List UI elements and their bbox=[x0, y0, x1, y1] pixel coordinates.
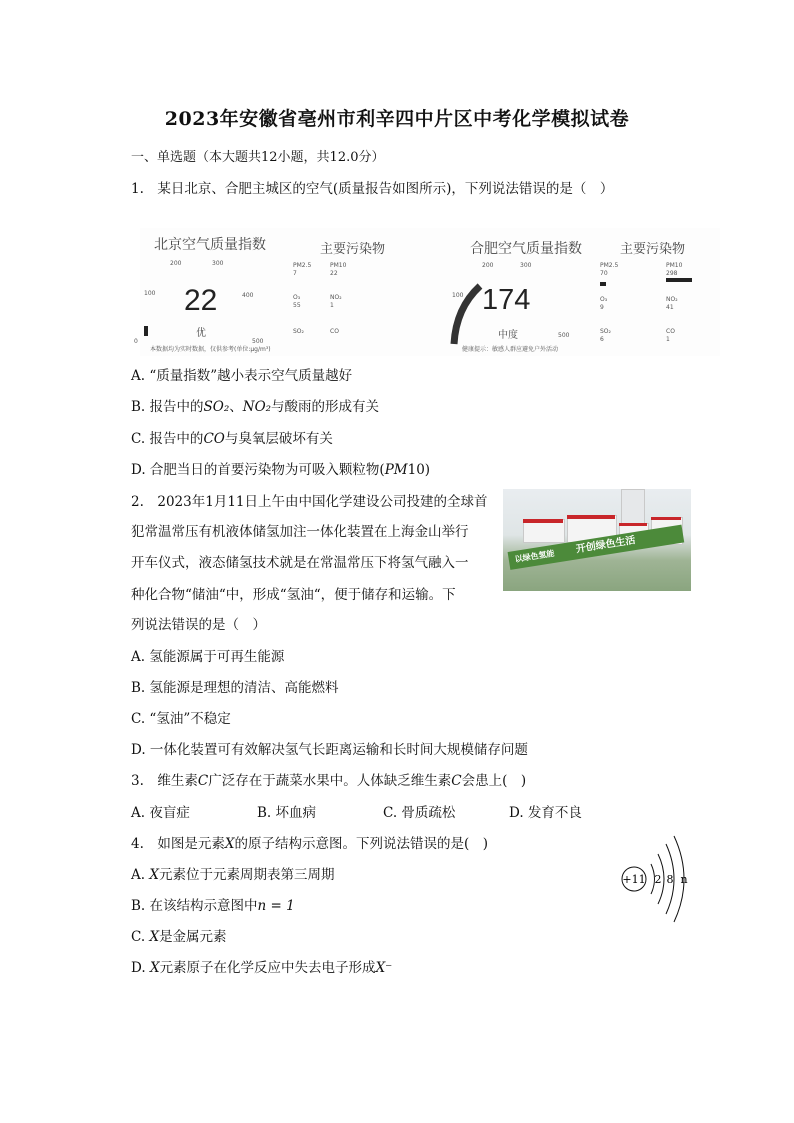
q4-option-a: A. X元素位于元素周期表第三周期 bbox=[131, 867, 335, 883]
shell-1-electrons: 2 bbox=[654, 873, 662, 886]
q3-option-c: C. 骨质疏松 bbox=[383, 805, 456, 821]
shell-2-electrons: 8 bbox=[666, 873, 674, 886]
q2-stem-line-2: 犯常温常压有机液体储氢加注一体化装置在上海金山举行 bbox=[131, 524, 469, 540]
q4-option-d: D. X元素原子在化学反应中失去电子形成X⁻ bbox=[131, 960, 393, 976]
q3-option-d: D. 发育不良 bbox=[509, 805, 582, 821]
q4-option-c: C. X是金属元素 bbox=[131, 929, 227, 945]
hefei-gauge-arc bbox=[446, 278, 486, 348]
q4-stem: 4. 如图是元素X的原子结构示意图。下列说法错误的是( ) bbox=[131, 836, 489, 852]
beijing-gauge-marker bbox=[144, 326, 148, 336]
beijing-pollutants-title: 主要污染物 bbox=[320, 242, 386, 257]
q4-option-b: B. 在该结构示意图中n = 1 bbox=[131, 898, 295, 914]
q2-option-c: C. “氢油”不稳定 bbox=[131, 711, 231, 727]
beijing-aqi-title: 北京空气质量指数 bbox=[154, 237, 266, 253]
q3-option-a: A. 夜盲症 bbox=[131, 805, 190, 821]
plant-banner: 以绿色氢能开创绿色生活 bbox=[508, 525, 685, 570]
q1-option-c: C. 报告中的CO与臭氧层破坏有关 bbox=[131, 431, 333, 447]
page-title: 2023年安徽省亳州市利辛四中片区中考化学模拟试卷 bbox=[164, 108, 630, 130]
shell-3-electrons: n bbox=[680, 873, 688, 886]
hefei-aqi-value: 174 bbox=[482, 284, 531, 316]
beijing-aqi-value: 22 bbox=[184, 284, 218, 317]
nucleus-charge: +11 bbox=[622, 873, 646, 886]
atomic-structure-diagram bbox=[620, 832, 692, 924]
q1-option-d: D. 合肥当日的首要污染物为可吸入颗粒物(PM10) bbox=[131, 462, 431, 478]
air-quality-report-image: 北京空气质量指数 200 300 100 400 0 500 22 优 本数据均为实时数据，仅供参考(单位:μg/m³) 主要污染物 PM2.5 7 PM10 22 O₃ 55 NO₂ 1 SO₂ CO 合肥空气质量指数 200 300 100 500 174 中度 健康提示：敏感人群应避免户外活动 主要污染物 PM2.5 70 PM10 298 O₃ 9 NO₂ 41 SO₂ 6 CO 1 bbox=[140, 228, 720, 356]
q1-option-b: B. 报告中的SO₂、NO₂与酸雨的形成有关 bbox=[131, 399, 380, 415]
hefei-pollutants-title: 主要污染物 bbox=[620, 242, 686, 257]
hydrogen-plant-photo bbox=[503, 489, 691, 591]
section-heading: 一、单选题（本大题共12小题，共12.0分） bbox=[131, 150, 385, 165]
q2-option-a: A. 氢能源属于可再生能源 bbox=[131, 649, 285, 665]
q1-stem: 1. 某日北京、合肥主城区的空气(质量报告如图所示)，下列说法错误的是（ ） bbox=[131, 181, 614, 197]
q3-stem: 3. 维生素C广泛存在于蔬菜水果中。人体缺乏维生素C会患上( ) bbox=[131, 773, 527, 789]
q2-stem-line-3: 开车仪式，液态储氢技术就是在常温常压下将氢气融入一 bbox=[131, 555, 469, 571]
q2-stem-line-4: 种化合物“储油“中，形成“氢油“，便于储存和运输。下 bbox=[131, 587, 456, 603]
q2-option-d: D. 一体化装置可有效解决氢气长距离运输和长时间大规模储存问题 bbox=[131, 742, 528, 758]
beijing-aqi-level: 优 bbox=[196, 328, 206, 339]
q2-stem-line-5: 列说法错误的是（ ） bbox=[131, 617, 266, 633]
hefei-pm10-bar bbox=[666, 278, 692, 282]
hefei-aqi-title: 合肥空气质量指数 bbox=[470, 241, 582, 257]
q3-option-b: B. 坏血病 bbox=[257, 805, 317, 821]
q1-option-a: A. “质量指数”越小表示空气质量越好 bbox=[131, 368, 353, 384]
hefei-aqi-level: 中度 bbox=[498, 330, 518, 341]
q2-option-b: B. 氢能源是理想的清洁、高能燃料 bbox=[131, 680, 339, 696]
q2-stem-line-1: 2. 2023年1月11日上午由中国化学建设公司投建的全球首 bbox=[131, 494, 488, 510]
